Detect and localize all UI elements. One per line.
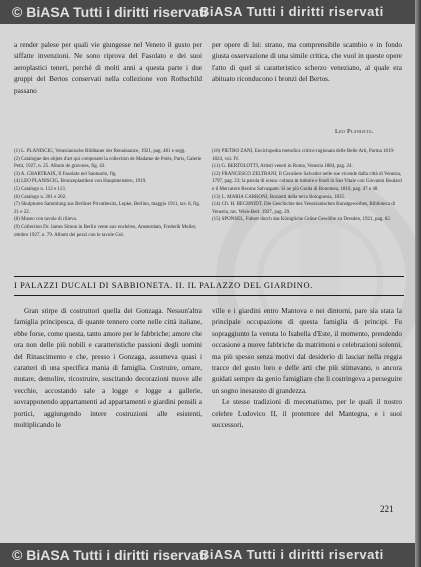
footnote: (14) Cfr. H. BECHNIDT, Die Geschichte des Venezianischen Kunstgewerbes, Biblioteca di Venezia, tav. Wien-Berl. 1927, pag. 29. (212, 202, 396, 215)
watermark-copyright-top: © BiASA Tutti i diritti riservati (12, 4, 208, 20)
watermark-band-bottom (0, 543, 421, 567)
footnotes-right (212, 148, 402, 224)
section-rule-top (14, 276, 404, 277)
footnotes-left (14, 148, 202, 239)
footnote: (2) Catalogue des objets d'art qui composent la collection de Madame de Polès, Paris, Galerie Petit, 1927, n. 25. Album de gravures, fig. 43. (14, 156, 202, 170)
footnote: (11) G. BERTOLOTTI, Artisti veneti in Roma, Venezia 1884, pag. 24. (212, 164, 353, 170)
author-signature: Leo Planiscig. (335, 128, 374, 135)
footnote: (1) L. PLANISCIG, Venezianische Bildhauer der Renaissance, 1921, pag. 481 e segg. (14, 149, 186, 154)
upper-text-left: a render palese per quali vie giungesse nel Veneto il gusto per siffatte invenzioni. Ne sono riprova del Fasolato e dei suoi aeroplastici teneri, perché di molti anni a questa parte i due gruppi del Bertos conservati nella collezione von Rothschild passano (14, 41, 202, 95)
footnote: (9) Collection Dr. James Simon in Berlin vente aux enchères, Amsterdam, Frederik Muller, ottobre 1927, n. 79. Album dei pezzi con le tavole Gol. (14, 224, 197, 238)
footnote: (6) Catalogo n. 201 e 202. (14, 194, 67, 200)
upper-text-right: per opere di lui: strano, ma comprensibile scambio e in fondo giusta osservazione di una simile critica, che vuol in queste opere l'atto di quel sì caratteristico scherzo veneziano, al quale era abituato riconducono i bronzi del Bertos. (212, 41, 402, 84)
footnote: (3) A. CHARTRAIX, Il Fasolato nel Santuario, fig. (14, 171, 117, 177)
footnote: (5) Catalogo n. 112 e 113. (14, 186, 66, 192)
watermark-logo-bottom: BiASA Tutti i diritti riservati (200, 547, 384, 562)
page-number: 221 (380, 504, 394, 514)
footnote: (8) Museo con tavole di rilievo. (14, 217, 78, 223)
footnote: (4) LEO PLANISCIG, Bronzeplastiken von Hauptmeistern, 1919. (14, 179, 147, 185)
footnote: (7) Skulpturen Sammlung aus Berliner Privatbesitz, Lepke, Berlino, maggio 1911, tav. 8, fig. 21 e 22. (14, 202, 200, 215)
lower-text-left: Gran stirpe di costruttori quella dei Gonzaga. Nessun'altra famiglia principesca, di quante tennero corte nelle città italiane, ebbe forse, come questa, tanto amore per le fabbriche; amore che ora non delle più nobili e caratteristiche passioni degli uomini del Rinascimento e che, presso i Gonzaga, assumeva quasi i caratteri di una specifica mania di famiglia. Costruire, ornare, mutare, demolire, ricostruire, suscitando decorazioni nuove alle vecchie, accostando sale a logge e logge a gallerie, sovrapponendo appartamenti ad appartamenti e giardini pensili a portici, aggiungendo intere costruzioni alle esistenti, moltiplicando le (14, 307, 202, 430)
footnote: (12) FRANCESCO ZELTRANI, Il Cavaliere Salvador nelle sue vicende dalla città di Venezia, 1797, pag. 23; la parola di scena: cultura in rumore e feudi in San Vitale con Giovanni Boulard e il Mercatore Recens Salvaspare. Sì ne più Guida di Bonomea, 1810, pag. 47 e 48. (212, 171, 402, 192)
footnote: (13) L. MARIA CARBONI, Bozzetti della terra Bolognesia, 1835. (212, 194, 346, 200)
watermark-band-top (0, 0, 421, 24)
footnote: (15) SPONSEL, Fuhrer durch das Königliche Grüne Gewölbe zu Dresden, 1921, pag. 82. (212, 217, 391, 223)
footnote: (10) PIETRO ZANI, Enciclopedia metodica critico-ragionata delle Belle Arti, Parma 1819-1824, vol. IV. (212, 149, 395, 162)
watermark-copyright-bottom: © BiASA Tutti i diritti riservati (12, 547, 208, 563)
lower-text-right: ville e i giardini entro Mantova e nei dintorni, pare sia stata la principale occupazione di questa famiglia di principi. Fu sopraggiunto la venuta lo Isabella d'Este, il momento, prendendo occasione a nuove fabbriche da matrimoni e celebrazioni solenni, ma più spesso senza motivi dal desiderio di lasciar nella reggia tracce del gusto loro e delle arti che più stimavano, o ancora guidati sempre da genio famigliare che li costringeva a perseguire un sogno inesausto di grandezza. Le stesse tradizioni di mecenatismo, per le quali il nostro celebre Ludovico II, il protettore del Mantegna, e i suoi successori, (212, 307, 402, 430)
watermark-logo-top: BiASA Tutti i diritti riservati (200, 4, 384, 19)
section-title: I PALAZZI DUCALI DI SABBIONETA. II. IL PALAZZO DEL GIARDINO. (14, 281, 313, 290)
section-rule-bottom (14, 295, 404, 296)
